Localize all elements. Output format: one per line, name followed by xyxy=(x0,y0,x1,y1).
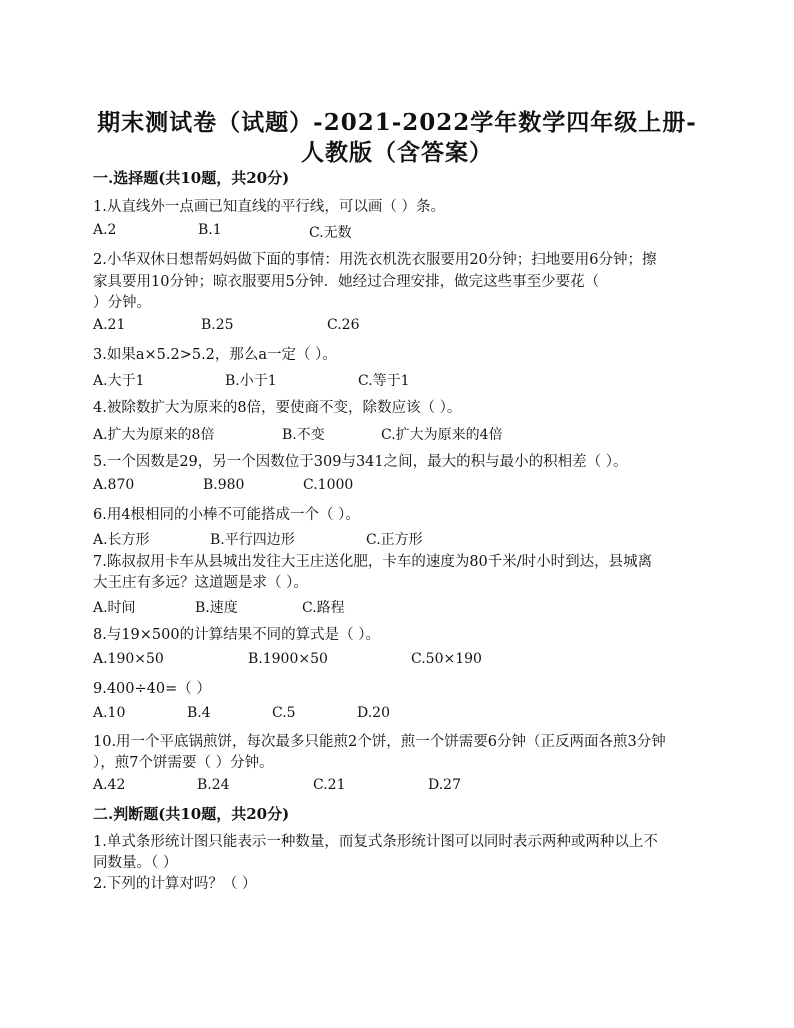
question-5: 5.一个因数是29，另一个因数位于309与341之间，最大的积与最小的积相差（ ）。 xyxy=(93,454,628,470)
q10-option-b: B.24 xyxy=(197,777,230,793)
judge-question-1-line2: 同数量。（ ） xyxy=(93,855,178,871)
document-title-line2: 人教版（含答案） xyxy=(301,139,493,166)
q7-option-b: B.速度 xyxy=(195,600,238,616)
q9-option-b: B.4 xyxy=(187,705,211,721)
q9-option-d: D.20 xyxy=(357,705,390,721)
question-2-line1: 2.小华双休日想帮妈妈做下面的事情：用洗衣机洗衣服要用20分钟；扫地要用6分钟；擦 xyxy=(93,252,657,268)
question-2-line3: ）分钟。 xyxy=(93,295,151,311)
q4-option-c: C.扩大为原来的4倍 xyxy=(381,427,503,443)
question-7-line1: 7.陈叔叔用卡车从县城出发往大王庄送化肥，卡车的速度为80千米/时小时到达，县城离 xyxy=(93,554,653,570)
q1-option-c: C.无数 xyxy=(309,225,352,241)
q8-option-b: B.1900×50 xyxy=(248,651,328,667)
q6-option-c: C.正方形 xyxy=(366,532,423,548)
q2-option-a: A.21 xyxy=(93,317,126,333)
question-6: 6.用4根相同的小棒不可能搭成一个（ ）。 xyxy=(93,507,360,523)
q8-option-a: A.190×50 xyxy=(93,651,164,667)
q8-option-c: C.50×190 xyxy=(411,651,482,667)
q10-option-d: D.27 xyxy=(428,777,461,793)
section2-heading: 二.判断题(共10题，共20分) xyxy=(93,805,290,823)
document-title-line1: 期末测试卷（试题）-2021-2022学年数学四年级上册- xyxy=(97,109,697,136)
q5-option-c: C.1000 xyxy=(303,477,354,493)
question-1: 1.从直线外一点画已知直线的平行线，可以画（ ）条。 xyxy=(93,199,445,215)
q1-option-b: B.1 xyxy=(198,222,222,238)
question-9: 9.400÷40=（ ） xyxy=(93,681,211,697)
q6-option-b: B.平行四边形 xyxy=(210,532,295,548)
q2-option-c: C.26 xyxy=(327,317,360,333)
question-4: 4.被除数扩大为原来的8倍，要使商不变，除数应该（ ）。 xyxy=(93,400,462,416)
question-3: 3.如果a×5.2>5.2，那么a一定（ ）。 xyxy=(93,347,337,363)
q10-option-c: C.21 xyxy=(313,777,346,793)
q9-option-a: A.10 xyxy=(93,705,126,721)
q1-option-a: A.2 xyxy=(93,222,117,238)
q4-option-a: A.扩大为原来的8倍 xyxy=(93,427,215,443)
q3-option-c: C.等于1 xyxy=(358,373,410,389)
q5-option-b: B.980 xyxy=(203,477,245,493)
q10-option-a: A.42 xyxy=(93,777,126,793)
judge-question-1-line1: 1.单式条形统计图只能表示一种数量，而复式条形统计图可以同时表示两种或两种以上不 xyxy=(93,834,658,850)
q2-option-b: B.25 xyxy=(201,317,234,333)
q7-option-a: A.时间 xyxy=(93,600,136,616)
q7-option-c: C.路程 xyxy=(302,600,345,616)
q5-option-a: A.870 xyxy=(93,477,135,493)
question-8: 8.与19×500的计算结果不同的算式是（ ）。 xyxy=(93,627,380,643)
question-10-line2: ），煎7个饼需要（ ）分钟。 xyxy=(93,755,274,771)
q6-option-a: A.长方形 xyxy=(93,532,150,548)
q9-option-c: C.5 xyxy=(272,705,296,721)
question-7-line2: 大王庄有多远？这道题是求（ ）。 xyxy=(93,575,308,591)
section1-heading: 一.选择题(共10题，共20分) xyxy=(93,169,290,187)
q4-option-b: B.不变 xyxy=(282,427,325,443)
judge-question-2: 2.下列的计算对吗？（ ） xyxy=(93,876,257,892)
question-2-line2: 家具要用10分钟；晾衣服要用5分钟．她经过合理安排，做完这些事至少要花（ xyxy=(93,274,600,290)
question-10-line1: 10.用一个平底锅煎饼，每次最多只能煎2个饼，煎一个饼需要6分钟（正反两面各煎3分钟 xyxy=(93,734,666,750)
q3-option-a: A.大于1 xyxy=(93,373,145,389)
q3-option-b: B.小于1 xyxy=(225,373,277,389)
